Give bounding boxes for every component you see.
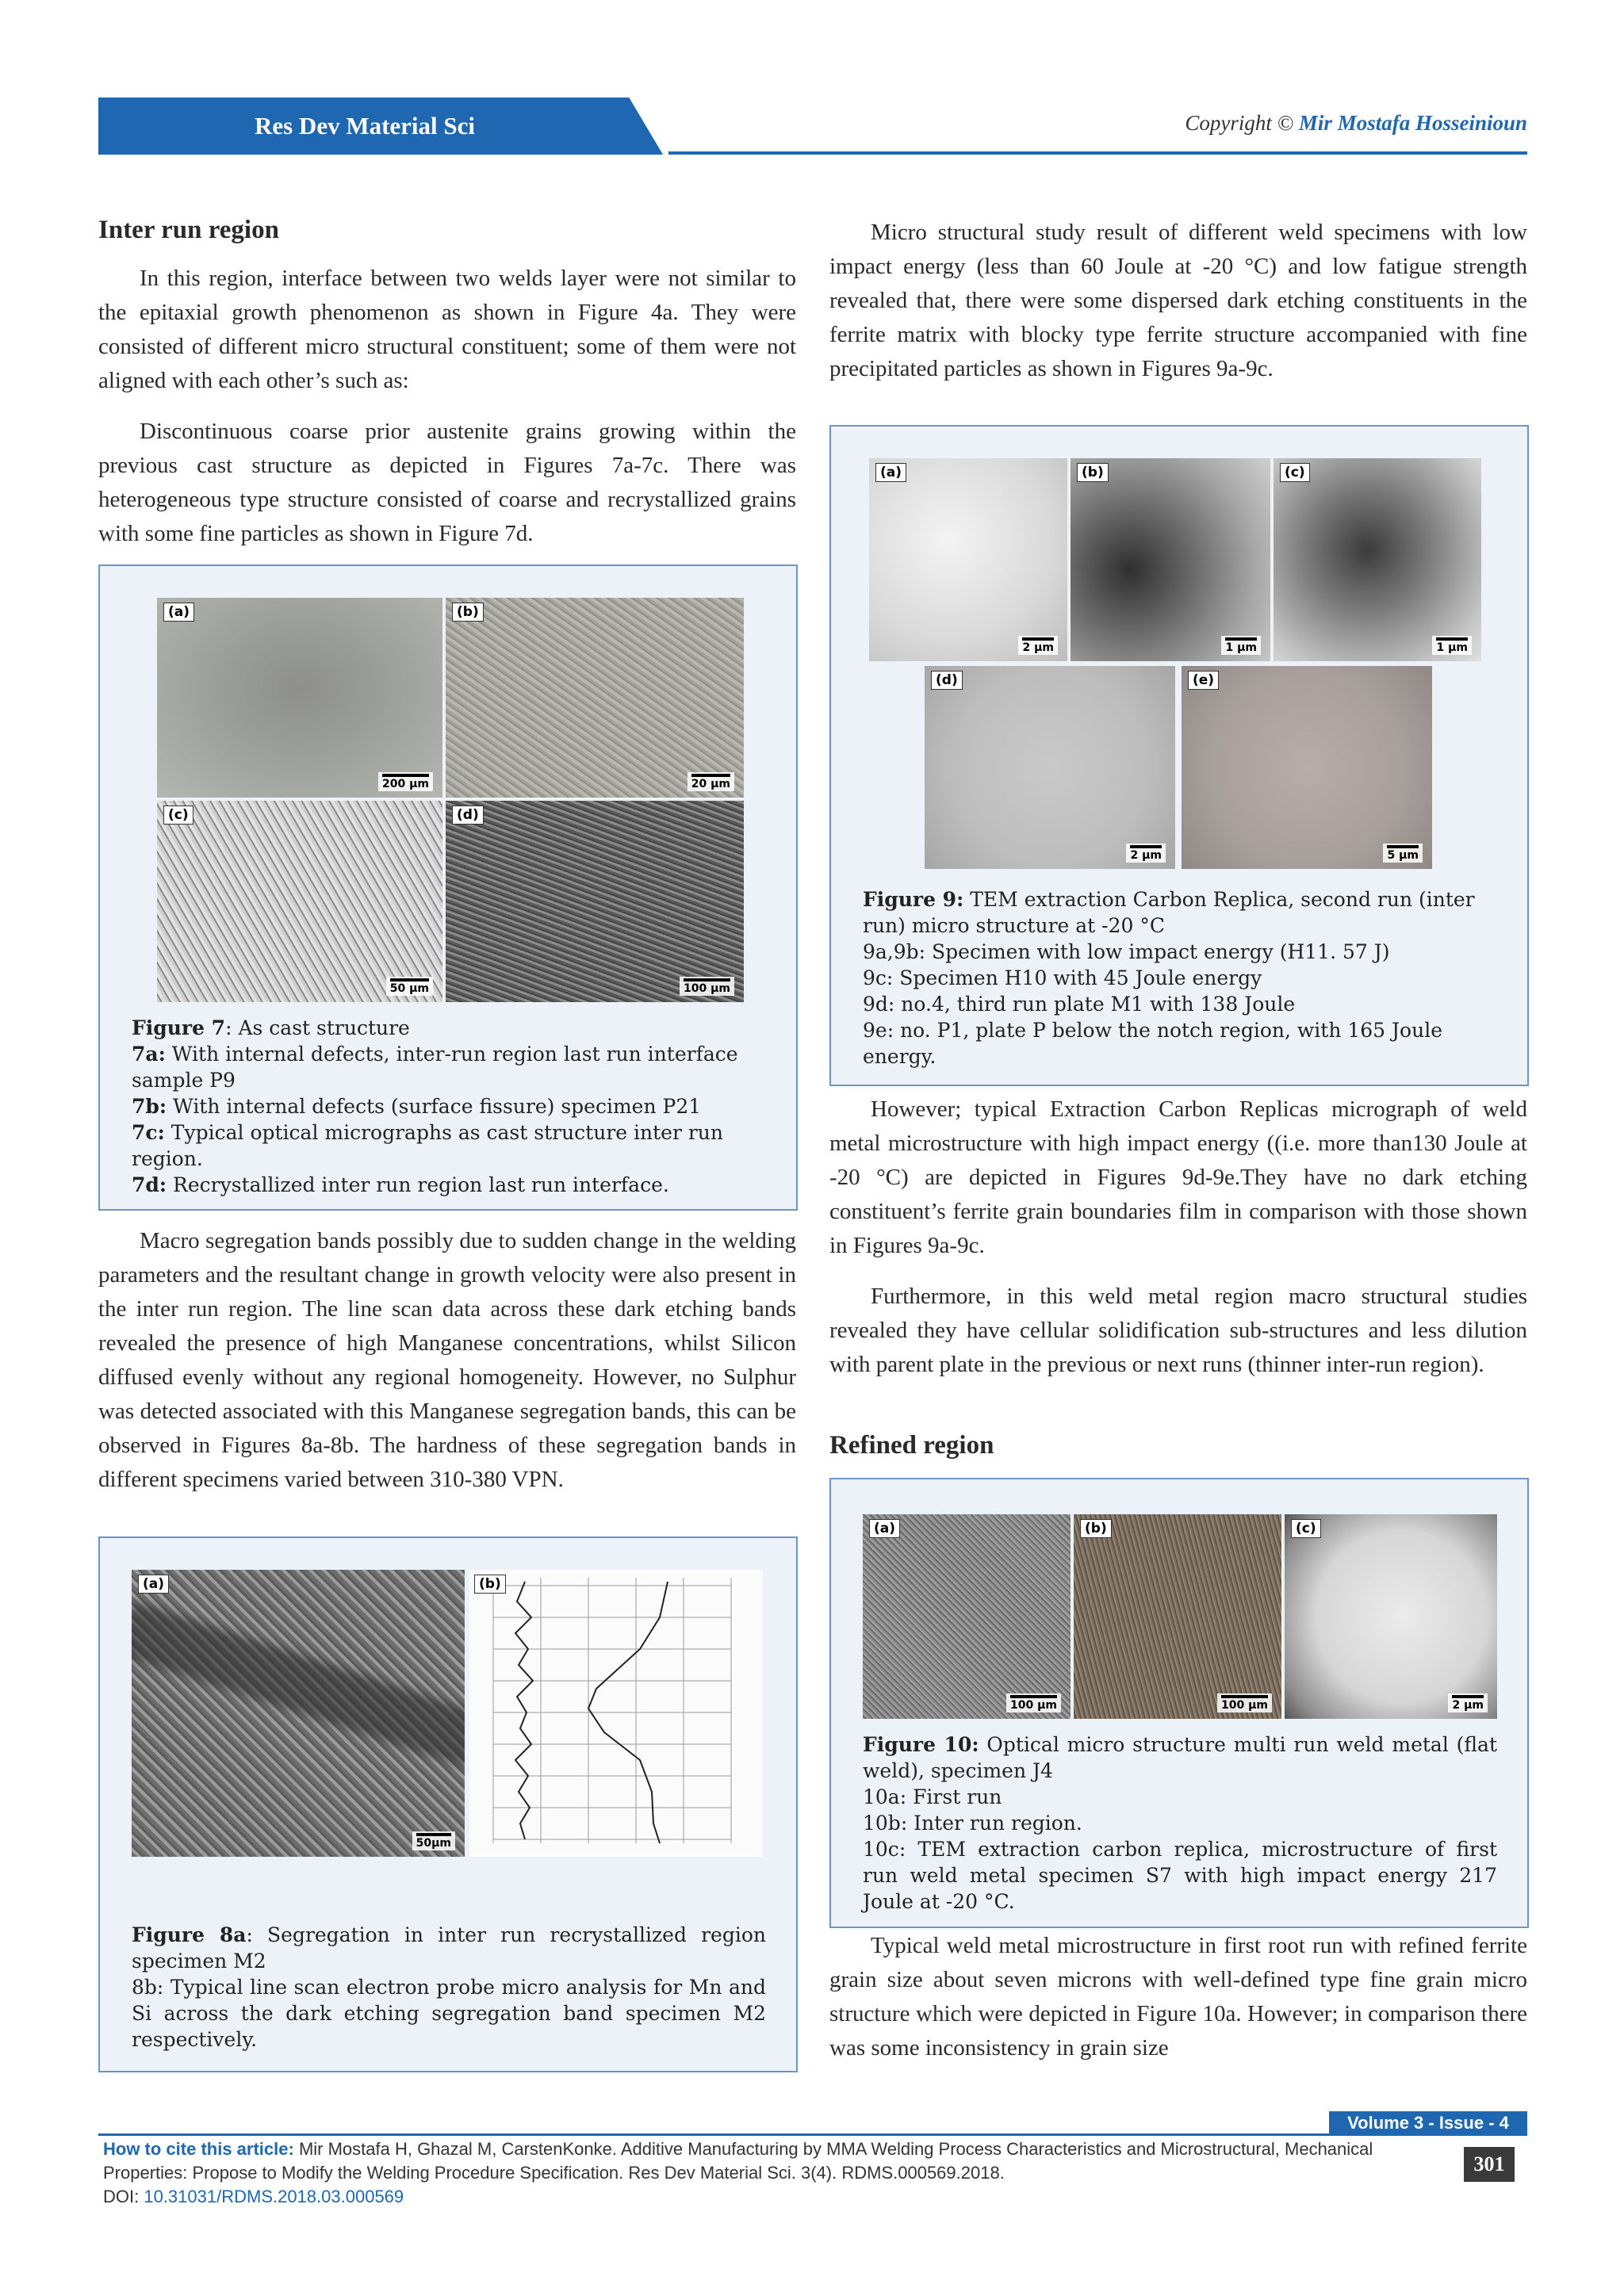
figure-9c-image <box>1274 458 1481 661</box>
panel-label: (a) <box>875 463 906 482</box>
panel-label: (c) <box>1280 463 1310 482</box>
scale-bar: 100 µm <box>1006 1693 1061 1712</box>
caption-line: 7a: With internal defects, inter-run region last run interface sample P9 <box>132 1043 738 1092</box>
scale-bar: 2 µm <box>1018 636 1058 655</box>
figure-10-box <box>829 1478 1529 1928</box>
scale-bar: 50µm <box>412 1831 455 1850</box>
right-paragraph-3: Furthermore, in this weld metal region macro structural studies revealed they have cellular solidification sub-structures and less dilution with parent plate in the previous or next runs (thinner inter-run region). <box>829 1284 1527 1377</box>
right-paragraph-4: Typical weld metal microstructure in first root run with refined ferrite grain size about seven microns with well-defined type fine grain micro structure which were depicted in Figure 10a. However; in comparison there was some inconsistency in grain size <box>829 1933 1527 2061</box>
figure-7d-image <box>446 801 744 1002</box>
figure-9-caption <box>863 886 1497 1070</box>
footer-rule <box>98 2133 1527 2136</box>
panel-label: (b) <box>1080 1519 1112 1538</box>
scale-bar: 20 µm <box>688 772 734 791</box>
scale-bar: 2 µm <box>1126 844 1166 863</box>
copyright-line <box>1185 111 1527 136</box>
figure-7-caption <box>132 1015 766 1198</box>
panel-label: (b) <box>1077 463 1109 482</box>
figure-8-box <box>98 1536 798 2072</box>
caption-line: 9d: no.4, third run plate M1 with 138 Joule <box>863 993 1296 1016</box>
scale-bar: 2 µm <box>1448 1693 1488 1712</box>
citation-text: Mir Mostafa H, Ghazal M, CarstenKonke. Additive Manufacturing by MMA Welding Process Characteristics and Microstructural, Mechanical Properties: Propose to Modify the Welding Procedure Specification. Res Dev Material Sci. 3(4). RDMS.000569.2018. <box>103 2139 1373 2183</box>
caption-line: 9e: no. P1, plate P below the notch region, with 165 Joule energy. <box>863 1019 1442 1068</box>
copyright-prefix: Copyright © <box>1185 111 1294 135</box>
caption-line: Figure 7: As cast structure <box>132 1016 410 1039</box>
figure-9a-image <box>869 458 1067 661</box>
heading-refined-region: Refined region <box>829 1431 994 1460</box>
caption-line: 10c: TEM extraction carbon replica, microstructure of first run weld metal specimen S7 with high impact energy 217 Joule at -20 °C. <box>863 1838 1497 1913</box>
caption-line: Figure 8a: Segregation in inter run recrystallized region specimen M2 <box>132 1923 766 1973</box>
figure-8b-image <box>469 1570 763 1857</box>
panel-label: (b) <box>452 603 484 622</box>
panel-label: (c) <box>1291 1519 1321 1538</box>
copyright-author: Mir Mostafa Hosseinioun <box>1298 111 1527 135</box>
caption-line: 7c: Typical optical micrographs as cast structure inter run region. <box>132 1121 724 1170</box>
doi-label: DOI: <box>103 2187 144 2206</box>
segregation-band <box>132 1601 465 1769</box>
scale-bar: 100 µm <box>1217 1693 1272 1712</box>
caption-line: Figure 9: TEM extraction Carbon Replica, second run (inter run) micro structure at -20 °C <box>863 888 1475 937</box>
right-paragraph-2: However; typical Extraction Carbon Replicas micrograph of weld metal microstructure with high impact energy ((i.e. more than130 Joule at -20 °C) are depicted in Figures 9d-9e.They have no dark etching constituent’s ferrite grain boundaries film in comparison with those shown in Figures 9a-9c. <box>829 1096 1527 1258</box>
si-trace <box>515 1582 533 1839</box>
figure-10b-image <box>1074 1514 1281 1719</box>
panel-label: (d) <box>452 806 484 825</box>
figure-7b-image <box>446 598 744 798</box>
scale-bar: 1 µm <box>1221 636 1261 655</box>
figure-7-box <box>98 564 798 1211</box>
figure-9d-image <box>925 666 1175 869</box>
scale-bar: 100 µm <box>680 977 734 996</box>
caption-line: 10a: First run <box>863 1785 1002 1808</box>
panel-label: (a) <box>869 1519 900 1538</box>
figure-7a-image <box>157 598 442 798</box>
scale-bar: 5 µm <box>1383 844 1423 863</box>
figure-9e-image <box>1182 666 1432 869</box>
caption-line: 7b: With internal defects (surface fissure) specimen P21 <box>132 1095 702 1118</box>
figure-10c-image <box>1285 1514 1497 1719</box>
header-rule <box>668 151 1527 155</box>
page-number: 301 <box>1464 2147 1515 2182</box>
heading-inter-run-region: Inter run region <box>98 216 279 244</box>
doi-link[interactable]: 10.31031/RDMS.2018.03.000569 <box>144 2187 404 2206</box>
line-scan-plot <box>469 1570 763 1857</box>
caption-line: 7d: Recrystallized inter run region last run interface. <box>132 1173 669 1196</box>
panel-label: (b) <box>474 1575 506 1594</box>
panel-label: (e) <box>1188 671 1219 690</box>
figure-8-caption <box>132 1922 766 2053</box>
caption-line: 9a,9b: Specimen with low impact energy (H11. 57 J) <box>863 940 1390 963</box>
scale-bar: 1 µm <box>1432 636 1472 655</box>
volume-issue-badge: Volume 3 - Issue - 4 <box>1329 2111 1527 2135</box>
figure-8a-image <box>132 1570 465 1857</box>
panel-label: (c) <box>163 806 193 825</box>
left-paragraph-1: In this region, interface between two welds layer were not similar to the epitaxial growth phenomenon as shown in Figure 4a. They were consisted of different micro structural constituent; some of them were not aligned with each other’s such as: <box>98 266 796 393</box>
caption-line: 8b: Typical line scan electron probe micro analysis for Mn and Si across the dark etching segregation band specimen M2 respectively. <box>132 1976 766 2051</box>
caption-line: 10b: Inter run region. <box>863 1812 1082 1835</box>
panel-label: (a) <box>138 1575 169 1594</box>
figure-9b-image <box>1071 458 1270 661</box>
figure-10-caption <box>863 1732 1497 1915</box>
right-paragraph-1: Micro structural study result of different weld specimens with low impact energy (less than 60 Joule at -20 °C) and low fatigue strength revealed that, there were some dispersed dark etching constituents in the ferrite matrix with blocky type ferrite structure accompanied with fine precipitated particles as shown in Figures 9a-9c. <box>829 220 1527 381</box>
panel-label: (a) <box>163 603 194 622</box>
figure-7c-image <box>157 801 442 1002</box>
left-paragraph-3: Macro segregation bands possibly due to sudden change in the welding parameters and the resultant change in growth velocity were also present in the inter run region. The line scan data across these dark etching bands revealed the presence of high Manganese concentrations, whilst Silicon diffused evenly without any regional homogeneity. However, no Sulphur was detected associated with this Manganese segregation bands, this can be observed in Figures 8a-8b. The hardness of these segregation bands in different specimens varied between 310-380 VPN. <box>98 1228 796 1492</box>
journal-name: Res Dev Material Sci <box>254 112 476 140</box>
left-paragraph-2: Discontinuous coarse prior austenite grains growing within the previous cast structure as depicted in Figures 7a-7c. There was heterogeneous type structure consisted of coarse and recrystallized grains with some fine particles as shown in Figure 7d. <box>98 419 796 546</box>
panel-label: (d) <box>931 671 963 690</box>
scale-bar: 50 µm <box>386 977 433 996</box>
caption-line: Figure 10: Optical micro structure multi run weld metal (flat weld), specimen J4 <box>863 1733 1497 1782</box>
figure-9-box <box>829 425 1529 1086</box>
caption-line: 9c: Specimen H10 with 45 Joule energy <box>863 966 1262 989</box>
citation-block <box>103 2137 1435 2209</box>
citation-label: How to cite this article: <box>103 2139 294 2159</box>
scale-bar: 200 µm <box>378 772 433 791</box>
figure-10a-image <box>863 1514 1071 1719</box>
